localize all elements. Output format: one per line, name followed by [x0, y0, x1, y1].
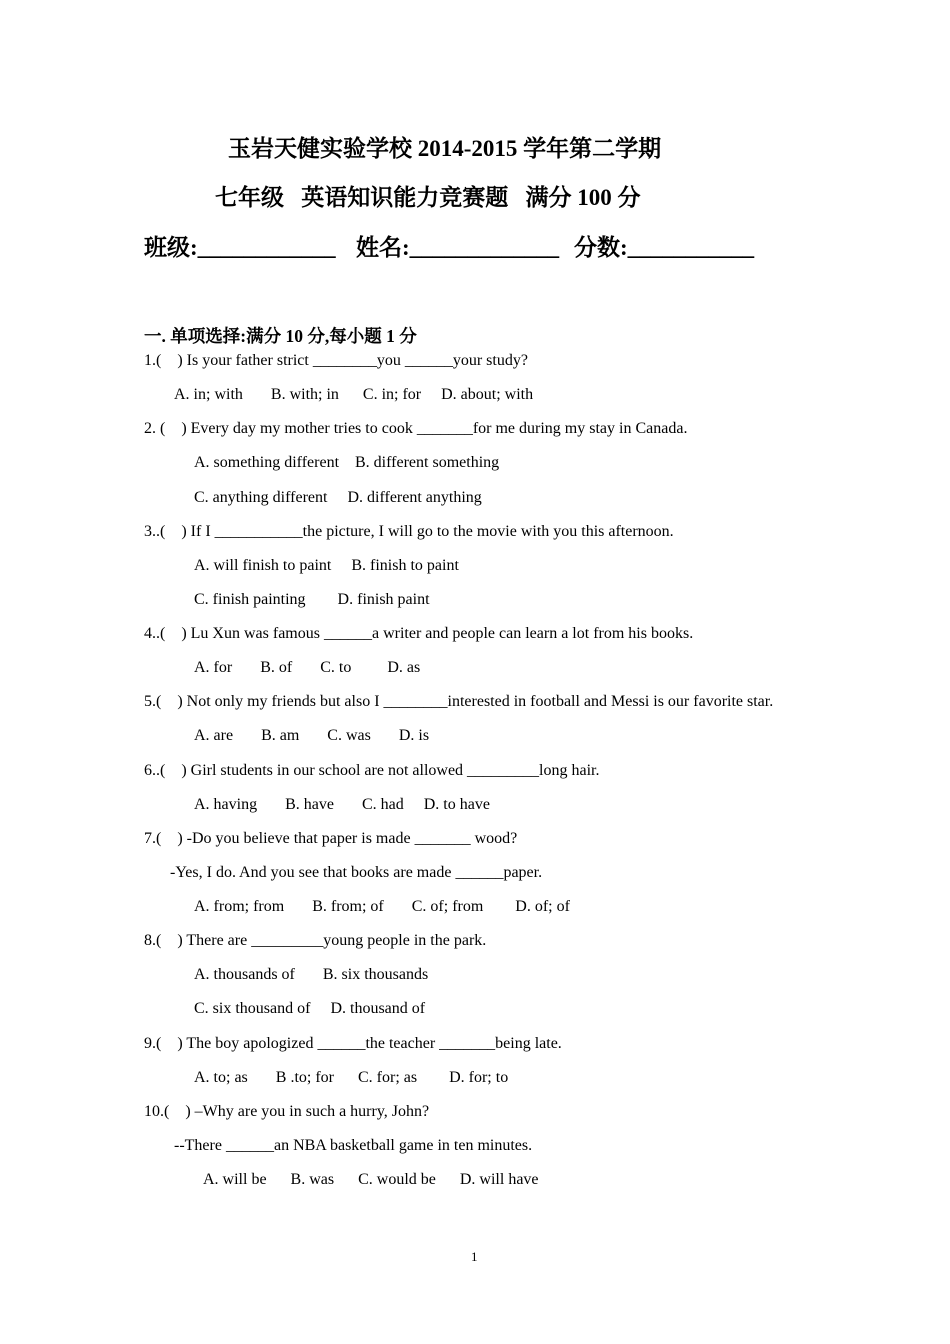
- question-7-dialogue: -Yes, I do. And you see that books are made ______paper.: [170, 864, 543, 881]
- question-10-dialogue: --There ______an NBA basketball game in ten minutes.: [174, 1137, 533, 1154]
- section-heading: 一. 单项选择:满分 10 分,每小题 1 分: [144, 326, 417, 346]
- score-field: 分数:___________: [574, 235, 755, 260]
- question-8-options-ab: A. thousands of B. six thousands: [194, 966, 429, 983]
- page-number: 1: [471, 1249, 478, 1264]
- question-5: 5.( ) Not only my friends but also I ________interested in football and Messi is our favorite star.: [144, 693, 774, 710]
- question-10: 10.( ) –Why are you in such a hurry, John?: [144, 1103, 430, 1120]
- question-9-options: A. to; as B .to; for C. for; as D. for; to: [194, 1069, 509, 1086]
- question-8: 8.( ) There are _________young people in the park.: [144, 932, 487, 949]
- class-field: 班级:____________: [144, 235, 336, 260]
- question-3-options-ab: A. will finish to paint B. finish to paint: [194, 557, 459, 574]
- question-7: 7.( ) -Do you believe that paper is made _______ wood?: [144, 830, 518, 847]
- question-2-options-ab: A. something different B. different something: [194, 454, 500, 471]
- question-4-options: A. for B. of C. to D. as: [194, 659, 421, 676]
- question-1-options: A. in; with B. with; in C. in; for D. about; with: [174, 386, 534, 403]
- question-2-options-cd: C. anything different D. different anything: [194, 489, 482, 506]
- question-6: 6..( ) Girl students in our school are not allowed _________long hair.: [144, 762, 600, 779]
- name-field: 姓名:_____________: [356, 235, 560, 260]
- question-2: 2. ( ) Every day my mother tries to cook _______for me during my stay in Canada.: [144, 420, 688, 437]
- question-5-options: A. are B. am C. was D. is: [194, 727, 430, 744]
- question-6-options: A. having B. have C. had D. to have: [194, 796, 490, 813]
- question-7-options: A. from; from B. from; of C. of; from D. of; of: [194, 898, 570, 915]
- question-9: 9.( ) The boy apologized ______the teacher _______being late.: [144, 1035, 562, 1052]
- question-3-options-cd: C. finish painting D. finish paint: [194, 591, 430, 608]
- question-3: 3..( ) If I ___________the picture, I will go to the movie with you this afternoon.: [144, 523, 674, 540]
- question-10-options: A. will be B. was C. would be D. will have: [203, 1171, 539, 1188]
- exam-title-school: 玉岩天健实验学校 2014-2015 学年第二学期: [228, 136, 662, 161]
- exam-title-subject: 七年级 英语知识能力竞赛题 满分 100 分: [215, 185, 641, 210]
- question-8-options-cd: C. six thousand of D. thousand of: [194, 1000, 426, 1017]
- question-1: 1.( ) Is your father strict ________you ______your study?: [144, 352, 528, 369]
- question-4: 4..( ) Lu Xun was famous ______a writer and people can learn a lot from his books.: [144, 625, 694, 642]
